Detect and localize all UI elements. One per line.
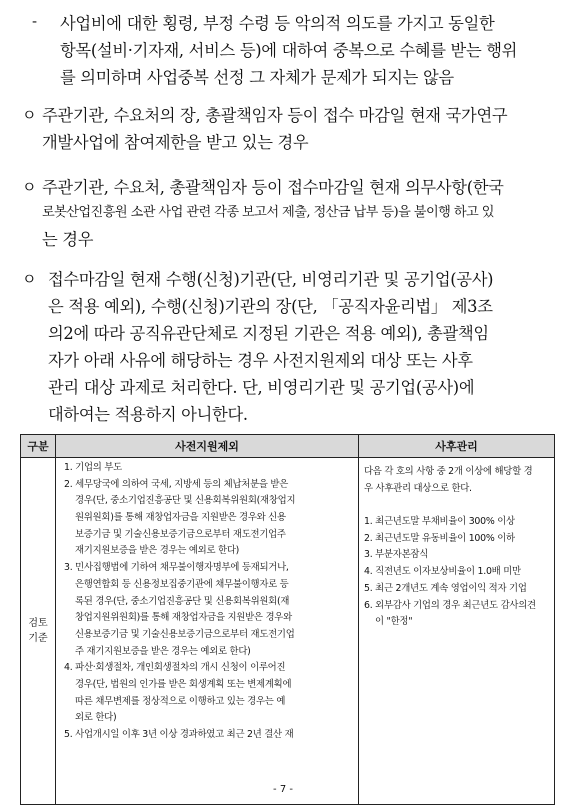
table-cell-line: 이 "한정" [375, 616, 413, 628]
paragraph-line: 주관기관, 수요처의 장, 총괄책임자 등이 접수 마감일 현재 국가연구 [42, 106, 508, 125]
table-cell-line: 3. 부분자본잠식 [364, 549, 429, 561]
table-cell-line: 경우(단, 법원의 인가를 받은 회생계획 또는 변제계획에 [75, 678, 292, 690]
page-number: - 7 - [273, 784, 293, 795]
post-management-cell [359, 458, 555, 805]
row-label-line: 기준 [28, 633, 48, 644]
paragraph-line: 로봇산업진흥원 소관 사업 관련 각종 보고서 제출, 정산금 납부 등)을 불이행 하고 있 [42, 205, 494, 220]
circle-bullet: ㅇ [22, 106, 37, 124]
table-cell-line: 외로 한다) [75, 712, 117, 724]
paragraph-line: 항목(설비·기자재, 서비스 등)에 대하여 중복으로 수혜를 받는 행위 [60, 41, 518, 60]
table-cell-line: 3. 민사집행법에 기하여 채무불이행자명부에 등재되거나, [64, 562, 289, 574]
table-cell-line: 보증기금 및 기술신용보증기금으로부터 재도전기업주 [75, 528, 286, 540]
dash-marker: - [32, 12, 38, 30]
table-cell-line: 5. 최근 2개년도 계속 영업이익 적자 기업 [364, 582, 527, 594]
table-cell-line [364, 497, 550, 514]
table-cell-line: 우 사후관리 대상으로 한다. [364, 482, 472, 494]
table-cell-line: 4. 파산·회생절차, 개인회생절차의 개시 신청이 이루어진 [64, 662, 286, 674]
circle-bullet: ㅇ [22, 178, 37, 196]
table-cell-line: 1. 최근년도말 부채비율이 300% 이상 [364, 516, 515, 528]
table-cell-line: 경우(단, 중소기업진흥공단 및 신용회복위원회(재창업지 [75, 495, 296, 507]
table-cell-line: 4. 직전년도 이자보상비율이 1.0배 미만 [364, 566, 521, 578]
table-cell-line: 6. 외부감사 기업의 경우 최근년도 감사의견 [364, 599, 536, 611]
table-row [21, 458, 555, 805]
header-pre-exclusion: 사전지원제외 [56, 435, 359, 458]
paragraph-line: 관리 대상 과제로 처리한다. 단, 비영리기관 및 공기업(공사)에 [48, 378, 475, 397]
pre-exclusion-cell [56, 458, 359, 805]
table-cell-line: 2. 최근년도말 유동비율이 100% 이하 [364, 532, 515, 544]
criteria-table [20, 434, 555, 805]
circle-bullet: ㅇ [22, 270, 37, 288]
paragraph-line: 은 적용 예외), 수행(신청)기관의 장(단, 「공직자윤리법」 제3조 [48, 297, 493, 316]
table-header-row [21, 435, 555, 458]
post-management-list [364, 464, 550, 631]
header-category: 구분 [21, 435, 56, 458]
table-cell-line: 재기지원보증을 받은 경우는 예외로 한다) [75, 545, 240, 557]
table-cell-line: 2. 세무당국에 의하여 국세, 지방세 등의 체납처분을 받은 [64, 478, 289, 490]
header-post-management: 사후관리 [359, 435, 555, 458]
table-cell-line: 창업지원위원회)를 통해 재창업자금을 지원받은 경우와 [75, 612, 292, 624]
table-cell-line: 주 재기지원보증을 받은 경우는 예외로 한다) [75, 645, 251, 657]
row-label-line: 검토 [28, 618, 48, 629]
paragraph-line: 의2에 따라 공직유관단체로 지정된 기관은 적용 예외), 총괄책임 [48, 324, 489, 343]
paragraph-line: 사업비에 대한 횡령, 부정 수령 등 악의적 의도를 가지고 동일한 [60, 14, 495, 33]
table-cell-line: 은행연합회 등 신용정보집중기관에 채무불이행자로 등 [75, 578, 289, 590]
pre-exclusion-list [64, 460, 354, 744]
table-cell-line: 신용보증기금 및 기술신용보증기금으로부터 재도전기업 [75, 628, 295, 640]
paragraph-line: 는 경우 [42, 230, 94, 249]
paragraph-line: 개발사업에 참여제한을 받고 있는 경우 [42, 133, 309, 152]
table-cell-line: 5. 사업개시일 이후 3년 이상 경과하였고 최근 2년 결산 재 [64, 729, 294, 740]
paragraph-line: 주관기관, 수요처, 총괄책임자 등이 접수마감일 현재 의무사항(한국 [42, 178, 504, 197]
paragraph-line: 를 의미하며 사업중복 선정 그 자체가 문제가 되지는 않음 [60, 68, 454, 87]
row-label [21, 458, 56, 805]
paragraph-line: 자가 아래 사유에 해당하는 경우 사전지원제외 대상 또는 사후 [48, 351, 473, 370]
table-cell-line: 1. 기업의 부도 [64, 462, 122, 473]
table-cell-line: 록된 경우(단, 중소기업진흥공단 및 신용회복위원회(재 [75, 595, 290, 607]
table-cell-line: 따른 채무변제를 정상적으로 이행하고 있는 경우는 예 [75, 695, 286, 707]
paragraph-line: 접수마감일 현재 수행(신청)기관(단, 비영리기관 및 공기업(공사) [48, 270, 494, 289]
table-cell-line: 다음 각 호의 사항 중 2개 이상에 해당할 경 [364, 466, 533, 477]
paragraph-line: 대하여는 적용하지 아니한다. [48, 405, 248, 424]
table-cell-line: 원위원회)를 통해 재창업자금을 지원받은 경우와 신용 [75, 512, 286, 524]
